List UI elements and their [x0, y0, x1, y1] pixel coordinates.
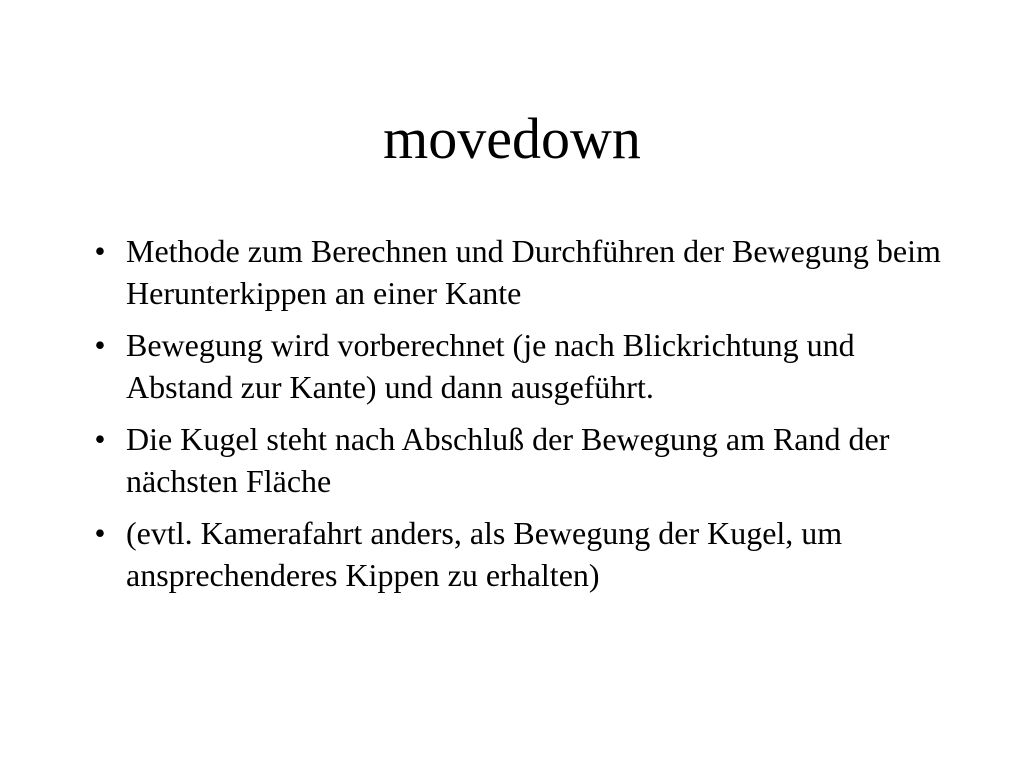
bullet-point-icon: • [94, 327, 106, 363]
bullet-point-icon: • [94, 421, 106, 457]
bullet-text: (evtl. Kamerafahrt anders, als Bewegung der Kugel, um ansprechenderes Kippen zu erhalten) [126, 515, 843, 593]
bullet-item [84, 324, 944, 408]
slide-title: movedown [383, 106, 641, 171]
bullet-item [84, 230, 944, 314]
bullet-point-icon: • [94, 515, 106, 551]
bullet-text: Methode zum Berechnen und Durchführen der Bewegung beim Herunterkippen an einer Kante [126, 233, 941, 311]
bullet-item [84, 418, 944, 502]
bullet-item [84, 512, 944, 596]
bullet-point-icon: • [94, 233, 106, 269]
bullet-list [84, 230, 944, 606]
bullet-text: Die Kugel steht nach Abschluß der Bewegung am Rand der nächsten Fläche [126, 421, 890, 499]
bullet-text: Bewegung wird vorberechnet (je nach Blickrichtung und Abstand zur Kante) und dann ausgeführt. [126, 327, 855, 405]
